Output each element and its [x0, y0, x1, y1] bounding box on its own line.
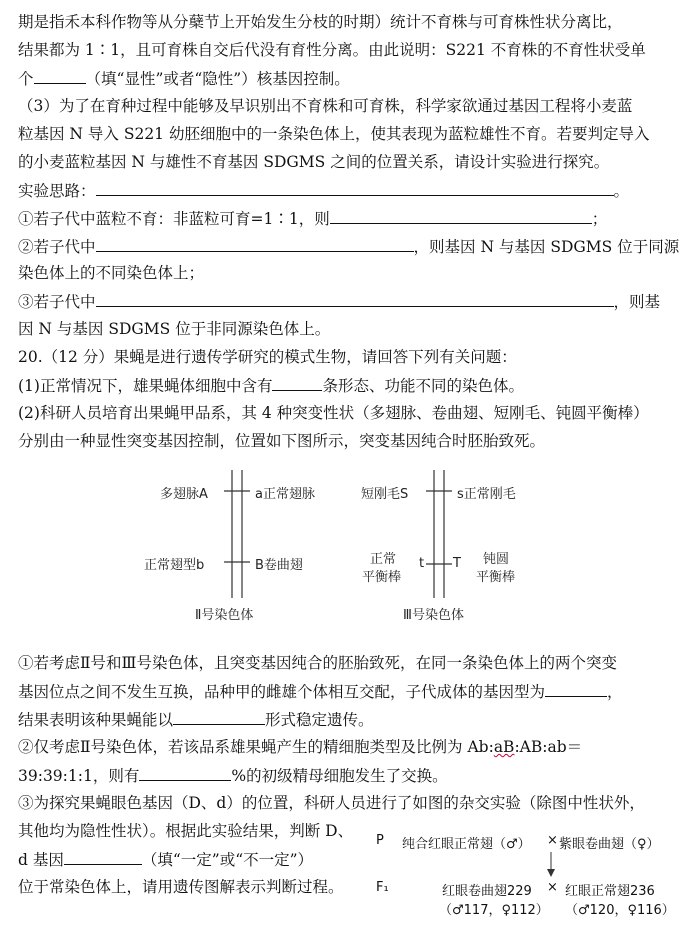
offspring-right: 红眼正常翅236 [565, 884, 655, 899]
text-line [18, 764, 448, 787]
gene-label: B卷曲翅 [255, 558, 303, 573]
text-line: (2)科研人员培育出果蝇甲品系，其 4 种突变性状（多翅脉、卷曲翅、短刚毛、钝圆平衡棒） [18, 404, 649, 422]
text-span: ③若子代中 [18, 293, 96, 311]
text-span: d 基因 [18, 851, 64, 869]
parent-male: 纯合红眼正常翅（♂） [402, 837, 531, 852]
text-line [18, 736, 582, 758]
text-line [18, 680, 623, 703]
text-line: 位于常染色体上，请用遗传图解表示判断过程。 [18, 878, 344, 896]
gene-label: T [453, 556, 461, 571]
text-span: 实验思路： [18, 182, 96, 200]
text-span: ①若子代中蓝粒不育：非蓝粒可育=1∶1，则 [18, 210, 330, 228]
text-span: S221 不育株的不育性状受单 [445, 41, 646, 59]
answer-blank[interactable] [139, 764, 231, 781]
gene-label: 正常翅型b [144, 558, 205, 573]
text-line: ①若考虑Ⅱ号和Ⅲ号染色体，且突变基因纯合的胚胎致死，在同一条染色体上的两个突变 [18, 654, 617, 672]
gene-label: 多翅脉A [160, 487, 208, 502]
text-span: aB [493, 738, 515, 756]
gene-label: 平衡棒 [476, 570, 516, 585]
text-span: ，则基 [613, 293, 661, 311]
text-line: ③为探究果蝇眼色基因（D、d）的位置，科研人员进行了如图的杂交实验（除图中性状外， [18, 794, 645, 812]
text-line: 因 N 与基因 SDGMS 位于非同源染色体上。 [18, 320, 331, 338]
cross-symbol: × [547, 833, 558, 848]
text-span: 条形态、功能不同的染色体。 [322, 377, 524, 395]
offspring-right-counts: （♂120，♀116） [565, 903, 675, 918]
text-span: 基因位点之间不发生互换，品种甲的雌雄个体相互交配，子代成体的基因型为 [18, 683, 546, 701]
text-span: 结果表明该种果蝇能以 [18, 711, 174, 729]
offspring-left-counts: （♂117，♀112） [439, 903, 549, 918]
text-line: 其他均为隐性性状）。根据此实验结果，判断 D、 [18, 822, 354, 840]
text-line: （3）为了在育种过程中能够及早识别出不育株和可育株，科学家欲通过基因工程将小麦蓝 [18, 97, 633, 115]
gene-label: 短刚毛S [361, 487, 409, 502]
parent-female: 紫眼卷曲翅（♀） [559, 837, 660, 852]
answer-blank[interactable] [173, 708, 265, 725]
text-span: ，则基因 N 与基因 SDGMS 位于同源 [413, 238, 680, 256]
gene-label: a正常翅脉 [255, 487, 315, 502]
offspring-left: 红眼卷曲翅229 [442, 884, 532, 899]
gene-label: 钝圆 [483, 552, 510, 567]
text-line [18, 848, 313, 871]
chromosome-label: Ⅱ号染色体 [195, 608, 254, 623]
text-span: 39:39:1:1，则有 [18, 767, 140, 785]
text-line [18, 708, 374, 731]
text-span: 形式稳定遗传。 [265, 711, 374, 729]
text-span: 个 [18, 70, 34, 88]
gene-label: 平衡棒 [362, 570, 402, 585]
answer-blank[interactable] [64, 848, 142, 865]
text-line: 期是指禾本科作物等从分蘖节上开始发生分枝的时期）统计不育株与可育株性状分离比， [18, 13, 623, 31]
text-span: （填“一定”或“不一定”） [141, 851, 314, 869]
cross-symbol: × [547, 880, 558, 895]
text-line: 粒基因 N 导入 S221 幼胚细胞中的一条染色体上，使其表现为蓝粒雄性不育。若要判定导入 [18, 125, 650, 143]
gene-label: t [419, 556, 425, 571]
generation-label: F₁ [376, 880, 389, 895]
text-span: ②仅考虑Ⅱ号染色体，若该品系雄果蝇产生的精细胞类型及比例为 Ab: [18, 738, 494, 756]
generation-label: P [376, 833, 384, 848]
text-line: 分别由一种显性突变基因控制，位置如下图所示，突变基因纯合时胚胎致死。 [18, 432, 546, 450]
text-span: ； [591, 210, 608, 228]
text-span: （填“显性”或者“隐性”）核基因控制。 [85, 70, 350, 88]
text-span: %的初级精母细胞发生了交换。 [231, 767, 448, 785]
text-line: 的小麦蓝粒基因 N 与雄性不育基因 SDGMS 之间的位置关系，请设计实验进行探究。 [18, 153, 610, 171]
text-span: 。 [613, 182, 630, 200]
text-span: ， [607, 683, 623, 701]
gene-label: 正常 [370, 552, 397, 567]
answer-blank[interactable] [545, 680, 607, 697]
text-span: :AB:ab＝ [514, 738, 583, 756]
text-span: ②若子代中 [18, 238, 96, 256]
text-line: 20.（12 分）果蝇是进行遗传学研究的模式生物，请回答下列有关问题： [18, 348, 517, 366]
gene-label: s正常刚毛 [457, 487, 516, 502]
text-span: 结果都为 1∶1，且可育株自交后代没有育性分离。由此说明： [18, 41, 446, 59]
text-span: (1)正常情况下，雄果蝇体细胞中含有 [18, 377, 273, 395]
text-line: 染色体上的不同染色体上； [18, 264, 205, 282]
chromosome-label: Ⅲ号染色体 [403, 608, 464, 623]
